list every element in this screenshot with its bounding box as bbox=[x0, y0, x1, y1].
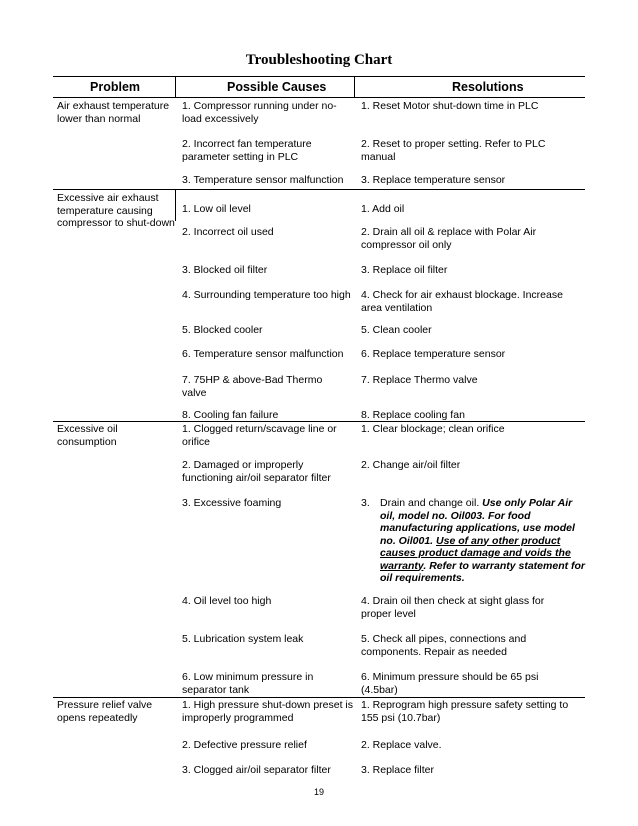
resolution-text: 3. Replace oil filter bbox=[361, 264, 448, 276]
resolution-text: 8. Replace cooling fan bbox=[361, 409, 465, 421]
resolution-text: 1. Clear blockage; clean orifice bbox=[361, 423, 505, 435]
problem-pressure-relief: Pressure relief valve opens repeatedly bbox=[57, 699, 153, 724]
problem-excessive-exhaust-temp: Excessive air exhaust temperature causing compressor to shut-down bbox=[57, 192, 175, 229]
cause-text: 2. Incorrect oil used bbox=[182, 226, 274, 238]
resolution-text: 2. Replace valve. bbox=[361, 739, 442, 751]
row-divider bbox=[53, 189, 585, 190]
header-rule bbox=[53, 97, 585, 98]
cause-text: 5. Blocked cooler bbox=[182, 324, 263, 336]
header-column-rule bbox=[354, 76, 355, 97]
resolution-text: 5. Clean cooler bbox=[361, 324, 432, 336]
oil-model-note: Use only Polar Air oil, model no. Oil003. For food manufacturing applications, use model no. Oil001. bbox=[380, 497, 575, 547]
cause-text: 1. Compressor running under no-load excessively bbox=[182, 100, 337, 125]
cause-text: 2. Damaged or improperly functioning air/oil separator filter bbox=[182, 459, 331, 484]
header-problem: Problem bbox=[90, 80, 141, 94]
cause-text: 1. Clogged return/scavage line or orifice bbox=[182, 423, 337, 448]
cause-text: 2. Incorrect fan temperature parameter setting in PLC bbox=[182, 138, 312, 163]
resolution-plain-text: Drain and change oil. bbox=[380, 497, 480, 509]
resolution-text: 7. Replace Thermo valve bbox=[361, 374, 478, 386]
resolution-text: 2. Change air/oil filter bbox=[361, 459, 461, 471]
cause-text: 3. Clogged air/oil separator filter bbox=[182, 764, 331, 776]
resolution-text: 5. Check all pipes, connections and components. Repair as needed bbox=[361, 633, 527, 658]
header-resolutions: Resolutions bbox=[452, 80, 524, 94]
resolution-text: 1. Reprogram high pressure safety setting to 155 psi (10.7bar) bbox=[361, 699, 569, 724]
page-number: 19 bbox=[313, 787, 324, 797]
resolution-text: 2. Reset to proper setting. Refer to PLC manual bbox=[361, 138, 546, 163]
resolution-warranty bbox=[361, 497, 586, 585]
resolution-text: 2. Drain all oil & replace with Polar Air compressor oil only bbox=[361, 226, 537, 251]
cause-text: 1. High pressure shut-down preset is improperly programmed bbox=[182, 699, 353, 724]
row-divider bbox=[53, 697, 585, 698]
problem-air-exhaust-low: Air exhaust temperature lower than normal bbox=[57, 100, 170, 125]
cause-text: 6. Low minimum pressure in separator tank bbox=[182, 671, 314, 696]
cause-text: 6. Temperature sensor malfunction bbox=[182, 348, 344, 360]
warranty-void-note: Use of any other product causes product damage and voids the warranty bbox=[380, 534, 571, 572]
page-title: Troubleshooting Chart bbox=[245, 52, 393, 68]
header-column-rule bbox=[175, 76, 176, 97]
resolution-text: 1. Add oil bbox=[361, 203, 405, 215]
cause-text: 3. Blocked oil filter bbox=[182, 264, 268, 276]
cause-text: 8. Cooling fan failure bbox=[182, 409, 279, 421]
cause-text: 3. Temperature sensor malfunction bbox=[182, 174, 344, 186]
resolution-text: 4. Drain oil then check at sight glass for proper level bbox=[361, 595, 545, 620]
warranty-statement-note: . Refer to warranty statement for oil requirements. bbox=[380, 559, 586, 584]
cause-text: 4. Surrounding temperature too high bbox=[182, 289, 351, 301]
cause-text: 3. Excessive foaming bbox=[182, 497, 282, 509]
resolution-text: 4. Check for air exhaust blockage. Increase area ventilation bbox=[361, 289, 563, 314]
resolution-number: 3. bbox=[361, 497, 370, 509]
problem-excessive-oil: Excessive oil consumption bbox=[57, 423, 118, 448]
column-rule bbox=[175, 189, 176, 221]
table-top-rule bbox=[53, 76, 585, 77]
resolution-text: 6. Replace temperature sensor bbox=[361, 348, 506, 360]
resolution-text: 3. Replace filter bbox=[361, 764, 434, 776]
cause-text: 5. Lubrication system leak bbox=[182, 633, 304, 645]
cause-text: 7. 75HP & above-Bad Thermo valve bbox=[182, 374, 323, 399]
header-possible-causes: Possible Causes bbox=[227, 80, 327, 94]
cause-text: 1. Low oil level bbox=[182, 203, 251, 215]
resolution-text: 6. Minimum pressure should be 65 psi (4.5bar) bbox=[361, 671, 539, 696]
resolution-text: 3. Replace temperature sensor bbox=[361, 174, 506, 186]
cause-text: 2. Defective pressure relief bbox=[182, 739, 307, 751]
resolution-text: 1. Reset Motor shut-down time in PLC bbox=[361, 100, 539, 112]
cause-text: 4. Oil level too high bbox=[182, 595, 272, 607]
resolution-body bbox=[380, 497, 585, 585]
